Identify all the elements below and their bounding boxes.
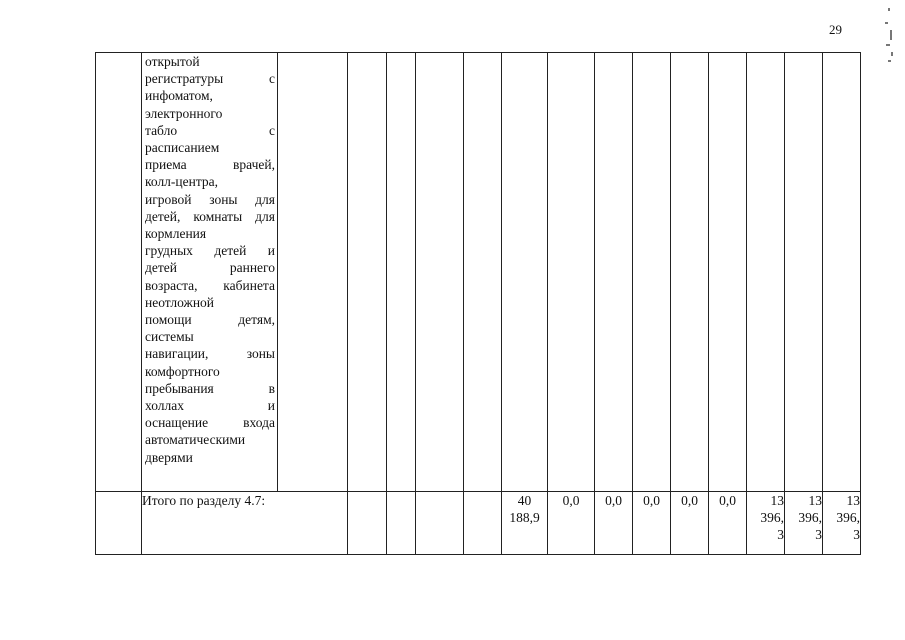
- description-line: приема врачей,: [145, 157, 275, 173]
- total-value: 40 188,9: [502, 492, 548, 555]
- event-description: [142, 53, 277, 466]
- scan-mark: [888, 60, 891, 62]
- description-line: табло с: [145, 122, 275, 138]
- scan-mark: [888, 8, 890, 11]
- zero-value: 0,0: [548, 492, 595, 555]
- description-line: регистратуры с: [145, 71, 275, 87]
- row-number-cell: [96, 53, 142, 492]
- description-line: электронного: [145, 105, 223, 121]
- description-line: кормления: [145, 226, 207, 242]
- description-row: [96, 53, 861, 492]
- page-number: 29: [829, 22, 842, 37]
- description-line: открытой: [145, 54, 200, 69]
- description-line: игровой зоны для: [145, 191, 275, 207]
- description-line: возраста, кабинета: [145, 277, 275, 293]
- total-label: Итого по разделу 4.7:: [142, 492, 348, 555]
- description-line: детей раннего: [145, 260, 275, 276]
- zero-value: 0,0: [633, 492, 671, 555]
- description-line: детей, комнаты для: [145, 208, 275, 224]
- description-line: холлах и: [145, 398, 275, 414]
- description-line: дверями: [145, 449, 193, 465]
- zero-value: 0,0: [709, 492, 747, 555]
- split-value: 13 396, 3: [785, 492, 823, 555]
- description-line: системы: [145, 329, 194, 345]
- zero-value: 0,0: [595, 492, 633, 555]
- description-line: навигации, зоны: [145, 346, 275, 362]
- description-cell: [142, 53, 278, 492]
- description-line: инфоматом,: [145, 88, 213, 104]
- total-row: [96, 492, 861, 555]
- split-value: 13 396, 3: [747, 492, 785, 555]
- description-line: грудных детей и: [145, 243, 275, 259]
- description-line: помощи детям,: [145, 312, 275, 328]
- description-line: оснащение входа: [145, 415, 275, 431]
- scan-mark: [890, 30, 892, 40]
- description-line: комфортного: [145, 363, 220, 379]
- description-line: пребывания в: [145, 380, 275, 396]
- description-line: расписанием: [145, 140, 220, 156]
- scan-mark: [885, 22, 888, 24]
- budget-table: [95, 52, 861, 555]
- description-line: неотложной: [145, 294, 215, 310]
- description-line: колл-центра,: [145, 174, 219, 190]
- scan-mark: [891, 52, 893, 56]
- split-value: 13 396, 3: [823, 492, 861, 555]
- zero-value: 0,0: [671, 492, 709, 555]
- description-line: автоматическими: [145, 432, 246, 448]
- row-number-cell: [96, 492, 142, 555]
- scan-mark: [886, 44, 890, 46]
